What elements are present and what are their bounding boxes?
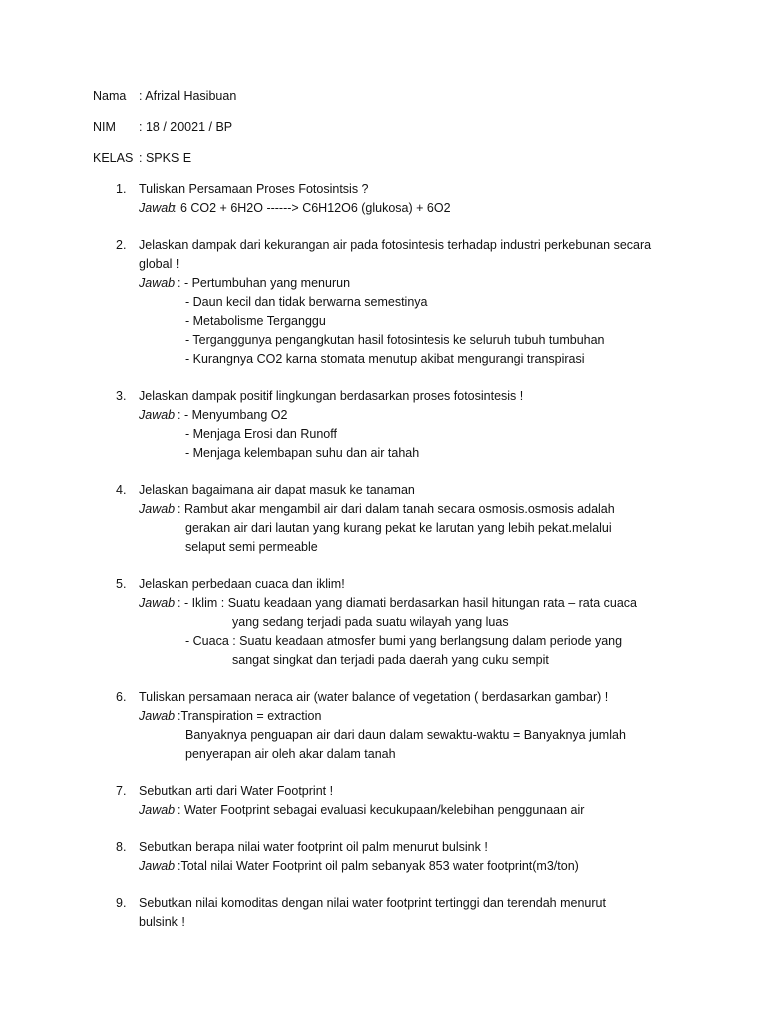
- question-number: 9.: [116, 896, 127, 910]
- nim-label: NIM: [93, 120, 116, 134]
- answer-line: :Total nilai Water Footprint oil palm sebanyak 853 water footprint(m3/ton): [177, 859, 579, 873]
- question-text: Jelaskan dampak positif lingkungan berdasarkan proses fotosintesis !: [139, 389, 524, 403]
- question-text: global !: [139, 257, 180, 271]
- nama-value: : Afrizal Hasibuan: [139, 89, 237, 103]
- question-text: Sebutkan arti dari Water Footprint !: [139, 784, 334, 798]
- question-number: 8.: [116, 840, 127, 854]
- question-text: Jelaskan perbedaan cuaca dan iklim!: [139, 577, 345, 591]
- answer-line: - Daun kecil dan tidak berwarna semestinya: [185, 295, 428, 309]
- answer-line: - Menjaga kelembapan suhu dan air tahah: [185, 446, 420, 460]
- answer-line: : - Iklim : Suatu keadaan yang diamati berdasarkan hasil hitungan rata – rata cuaca: [177, 596, 637, 610]
- question-text: Sebutkan berapa nilai water footprint oil palm menurut bulsink !: [139, 840, 488, 854]
- answer-line: :Transpiration = extraction: [177, 709, 322, 723]
- answer-line: : 6 CO2 + 6H2O ------> C6H12O6 (glukosa) + 6O2: [173, 201, 451, 215]
- question-text: Sebutkan nilai komoditas dengan nilai water footprint tertinggi dan terendah menurut: [139, 896, 606, 910]
- answer-line: Banyaknya penguapan air dari daun dalam sewaktu-waktu = Banyaknya jumlah: [185, 728, 626, 742]
- question-text: Tuliskan persamaan neraca air (water balance of vegetation ( berdasarkan gambar) !: [139, 690, 609, 704]
- jawab-label: Jawab: [139, 859, 176, 873]
- answer-line: - Terganggunya pengangkutan hasil fotosintesis ke seluruh tubuh tumbuhan: [185, 333, 605, 347]
- answer-line: : Rambut akar mengambil air dari dalam tanah secara osmosis.osmosis adalah: [177, 502, 615, 516]
- jawab-label: Jawab: [139, 408, 176, 422]
- question-number: 1.: [116, 182, 127, 196]
- question-number: 4.: [116, 483, 127, 497]
- jawab-label: Jawab: [139, 803, 176, 817]
- answer-line: - Metabolisme Terganggu: [185, 314, 326, 328]
- question-number: 2.: [116, 238, 127, 252]
- nama-label: Nama: [93, 89, 127, 103]
- jawab-label: Jawab: [139, 276, 176, 290]
- nim-value: : 18 / 20021 / BP: [139, 120, 233, 134]
- question-number: 5.: [116, 577, 127, 591]
- answer-line: penyerapan air oleh akar dalam tanah: [185, 747, 396, 761]
- question-text: bulsink !: [139, 915, 185, 929]
- question-number: 3.: [116, 389, 127, 403]
- jawab-label: Jawab: [139, 709, 176, 723]
- jawab-label: Jawab: [139, 201, 176, 215]
- answer-line: - Kurangnya CO2 karna stomata menutup akibat mengurangi transpirasi: [185, 352, 585, 366]
- answer-line: - Cuaca : Suatu keadaan atmosfer bumi yang berlangsung dalam periode yang: [185, 634, 623, 648]
- question-text: Tuliskan Persamaan Proses Fotosintsis ?: [139, 182, 369, 196]
- kelas-label: KELAS: [93, 151, 134, 165]
- jawab-label: Jawab: [139, 596, 176, 610]
- answer-line: - Menjaga Erosi dan Runoff: [185, 427, 337, 441]
- question-text: Jelaskan bagaimana air dapat masuk ke tanaman: [139, 483, 415, 497]
- question-number: 7.: [116, 784, 127, 798]
- answer-line: : - Menyumbang O2: [177, 408, 288, 422]
- answer-line: yang sedang terjadi pada suatu wilayah yang luas: [232, 615, 509, 629]
- answer-line: : Water Footprint sebagai evaluasi kecukupaan/kelebihan penggunaan air: [177, 803, 585, 817]
- question-number: 6.: [116, 690, 127, 704]
- question-text: Jelaskan dampak dari kekurangan air pada fotosintesis terhadap industri perkebunan secara: [139, 238, 652, 252]
- jawab-label: Jawab: [139, 502, 176, 516]
- kelas-value: : SPKS E: [139, 151, 192, 165]
- answer-line: gerakan air dari lautan yang kurang pekat ke larutan yang lebih pekat.melalui: [185, 521, 612, 535]
- answer-line: : - Pertumbuhan yang menurun: [177, 276, 351, 290]
- answer-line: sangat singkat dan terjadi pada daerah yang cuku sempit: [232, 653, 549, 667]
- answer-line: selaput semi permeable: [185, 540, 318, 554]
